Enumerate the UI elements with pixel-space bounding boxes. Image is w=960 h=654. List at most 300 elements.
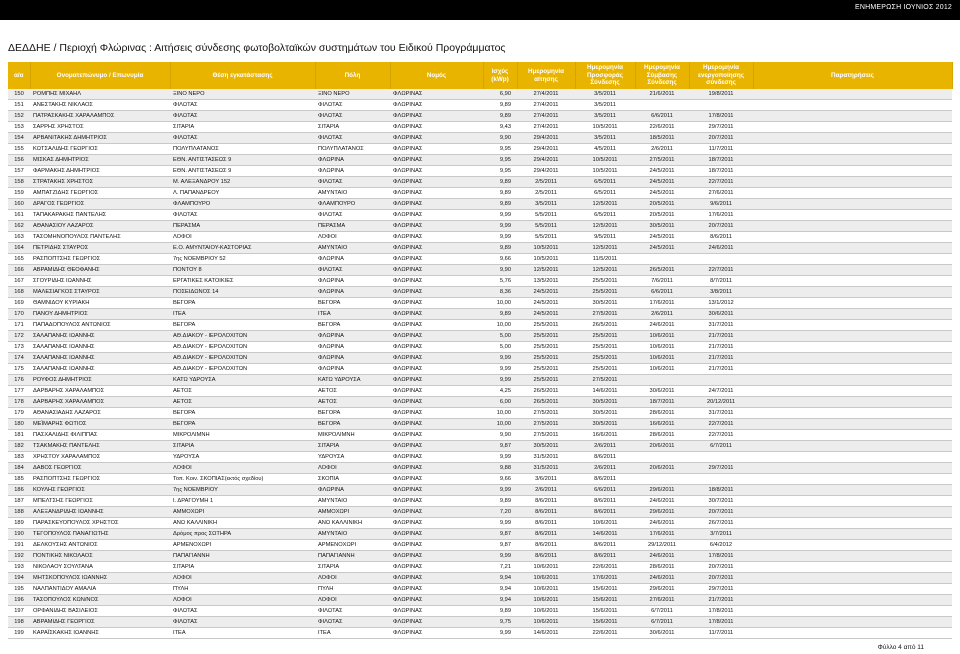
cell-power: 9,89: [483, 111, 517, 122]
cell-remarks: [753, 133, 952, 144]
cell-city: ΒΕΓΟΡΑ: [315, 419, 390, 430]
cell-location: ΑΕΤΟΣ: [170, 386, 315, 397]
cell-city: ΦΛΩΡΙΝΑ: [315, 166, 390, 177]
cell-activation-date: 18/7/2011: [689, 166, 753, 177]
cell-city: ΛΟΦΟΙ: [315, 573, 390, 584]
cell-remarks: [753, 474, 952, 485]
cell-offer-date: 12/5/2011: [575, 221, 635, 232]
applications-table: [8, 62, 953, 639]
cell-aa: 177: [8, 386, 30, 397]
cell-power: 9,87: [483, 540, 517, 551]
cell-prefecture: ΦΛΩΡΙΝΑΣ: [390, 122, 483, 133]
cell-city: ΦΙΛΩΤΑΣ: [315, 606, 390, 617]
table-row: [8, 177, 952, 188]
cell-location: ΕΘΝ. ΑΝΤΙΣΤΑΣΕΩΣ 9: [170, 155, 315, 166]
cell-prefecture: ΦΛΩΡΙΝΑΣ: [390, 551, 483, 562]
cell-city: ΞΙΝΟ ΝΕΡΟ: [315, 89, 390, 100]
cell-prefecture: ΦΛΩΡΙΝΑΣ: [390, 375, 483, 386]
cell-activation-date: 21/7/2011: [689, 595, 753, 606]
cell-application-date: 30/5/2011: [517, 441, 575, 452]
cell-name: ΤΑΣΟΠΟΥΛΟΣ ΚΩΝ/ΝΟΣ: [30, 595, 170, 606]
cell-city: ΑΜΥΝΤΑΙΟ: [315, 188, 390, 199]
cell-activation-date: 8/6/2011: [689, 232, 753, 243]
cell-city: ΙΤΕΑ: [315, 309, 390, 320]
cell-city: ΑΝΩ ΚΑΛΛΙΝΙΚΗ: [315, 518, 390, 529]
cell-contract-date: 2/6/2011: [635, 144, 689, 155]
cell-application-date: 5/5/2011: [517, 221, 575, 232]
cell-aa: 161: [8, 210, 30, 221]
cell-offer-date: 15/6/2011: [575, 584, 635, 595]
cell-offer-date: 12/5/2011: [575, 265, 635, 276]
cell-aa: 167: [8, 276, 30, 287]
cell-remarks: [753, 188, 952, 199]
cell-power: 4,25: [483, 386, 517, 397]
cell-prefecture: ΦΛΩΡΙΝΑΣ: [390, 386, 483, 397]
cell-location: ΠΕΡΑΣΜΑ: [170, 221, 315, 232]
cell-location: ΠΟΛΥΠΛΑΤΑΝΟΣ: [170, 144, 315, 155]
table-row: [8, 540, 952, 551]
cell-power: 10,00: [483, 298, 517, 309]
cell-offer-date: 6/5/2011: [575, 210, 635, 221]
cell-name: ΤΕΓΟΠΟΥΛΟΣ ΠΑΝΑΓΙΩΤΗΣ: [30, 529, 170, 540]
cell-power: 9,94: [483, 573, 517, 584]
cell-activation-date: [689, 452, 753, 463]
cell-city: ΦΛΩΡΙΝΑ: [315, 155, 390, 166]
cell-power: 9,89: [483, 243, 517, 254]
cell-location: Ε.Ο. ΑΜΥΝΤΑΙΟΥ-ΚΑΣΤΟΡΙΑΣ: [170, 243, 315, 254]
cell-offer-date: 15/6/2011: [575, 617, 635, 628]
table-row: [8, 276, 952, 287]
cell-activation-date: 31/7/2011: [689, 320, 753, 331]
cell-application-date: 10/5/2011: [517, 254, 575, 265]
cell-aa: 198: [8, 617, 30, 628]
cell-contract-date: 6/6/2011: [635, 287, 689, 298]
cell-aa: 171: [8, 320, 30, 331]
cell-prefecture: ΦΛΩΡΙΝΑΣ: [390, 606, 483, 617]
cell-city: ΦΙΛΩΤΑΣ: [315, 133, 390, 144]
cell-aa: 184: [8, 463, 30, 474]
cell-application-date: 8/6/2011: [517, 518, 575, 529]
cell-aa: 157: [8, 166, 30, 177]
cell-contract-date: 20/5/2011: [635, 199, 689, 210]
cell-power: 9,94: [483, 595, 517, 606]
cell-city: ΣΙΤΑΡΙΑ: [315, 441, 390, 452]
cell-contract-date: 24/6/2011: [635, 573, 689, 584]
cell-remarks: [753, 463, 952, 474]
cell-name: ΟΡΦΑΝΙΔΗΣ ΒΑΣΙΛΕΙΟΣ: [30, 606, 170, 617]
cell-activation-date: [689, 100, 753, 111]
cell-remarks: [753, 430, 952, 441]
cell-name: ΝΙΚΟΛΑΟΥ ΣΟΥΛΤΑΝΑ: [30, 562, 170, 573]
cell-prefecture: ΦΛΩΡΙΝΑΣ: [390, 463, 483, 474]
cell-power: 9,89: [483, 496, 517, 507]
cell-location: ΦΛΑΜΠΟΥΡΟ: [170, 199, 315, 210]
cell-aa: 151: [8, 100, 30, 111]
cell-name: ΑΛΕΞΑΝΔΡΙΔΗΣ ΙΩΑΝΝΗΣ: [30, 507, 170, 518]
cell-prefecture: ΦΛΩΡΙΝΑΣ: [390, 408, 483, 419]
cell-remarks: [753, 529, 952, 540]
cell-location: ΑΘ.ΔΙΑΚΟΥ - ΙΕΡΟΛΟΧΙΤΩΝ: [170, 331, 315, 342]
table-row: [8, 210, 952, 221]
cell-offer-date: 8/6/2011: [575, 540, 635, 551]
cell-offer-date: 11/5/2011: [575, 254, 635, 265]
table-row: [8, 606, 952, 617]
cell-contract-date: 29/6/2011: [635, 584, 689, 595]
cell-remarks: [753, 210, 952, 221]
table-row: [8, 474, 952, 485]
cell-contract-date: 24/6/2011: [635, 551, 689, 562]
cell-aa: 197: [8, 606, 30, 617]
cell-prefecture: ΦΛΩΡΙΝΑΣ: [390, 177, 483, 188]
cell-location: ΠΥΛΗ: [170, 584, 315, 595]
cell-remarks: [753, 485, 952, 496]
cell-aa: 160: [8, 199, 30, 210]
table-row: [8, 331, 952, 342]
cell-location: ΑΘ.ΔΙΑΚΟΥ - ΙΕΡΟΛΟΧΙΤΩΝ: [170, 353, 315, 364]
cell-activation-date: 20/12/2011: [689, 397, 753, 408]
cell-contract-date: 6/6/2011: [635, 111, 689, 122]
table-row: [8, 617, 952, 628]
cell-offer-date: 4/5/2011: [575, 144, 635, 155]
cell-remarks: [753, 507, 952, 518]
cell-remarks: [753, 397, 952, 408]
cell-power: 9,88: [483, 463, 517, 474]
cell-offer-date: 22/6/2011: [575, 628, 635, 639]
cell-application-date: 26/5/2011: [517, 386, 575, 397]
cell-name: ΚΑΡΑΪΣΚΑΚΗΣ ΙΩΑΝΝΗΣ: [30, 628, 170, 639]
cell-activation-date: 20/7/2011: [689, 573, 753, 584]
cell-aa: 150: [8, 89, 30, 100]
cell-remarks: [753, 496, 952, 507]
cell-activation-date: 21/7/2011: [689, 331, 753, 342]
cell-prefecture: ΦΛΩΡΙΝΑΣ: [390, 243, 483, 254]
cell-application-date: 14/6/2011: [517, 628, 575, 639]
cell-power: 9,99: [483, 551, 517, 562]
cell-name: ΣΑΡΡΗΣ ΧΡΗΣΤΟΣ: [30, 122, 170, 133]
cell-prefecture: ΦΛΩΡΙΝΑΣ: [390, 221, 483, 232]
table-row: [8, 221, 952, 232]
cell-remarks: [753, 144, 952, 155]
cell-name: ΡΑΣΠΟΠΤΣΗΣ ΓΕΩΡΓΙΟΣ: [30, 254, 170, 265]
cell-prefecture: ΦΛΩΡΙΝΑΣ: [390, 573, 483, 584]
table-row: [8, 188, 952, 199]
cell-power: 9,90: [483, 265, 517, 276]
header-col-aa: α/α: [8, 62, 30, 89]
table-row: [8, 452, 952, 463]
cell-city: ΦΛΩΡΙΝΑ: [315, 254, 390, 265]
cell-offer-date: 30/5/2011: [575, 408, 635, 419]
cell-remarks: [753, 375, 952, 386]
cell-application-date: 27/4/2011: [517, 100, 575, 111]
cell-remarks: [753, 408, 952, 419]
cell-offer-date: 10/6/2011: [575, 518, 635, 529]
cell-activation-date: 19/8/2011: [689, 89, 753, 100]
cell-application-date: 25/5/2011: [517, 375, 575, 386]
cell-power: 9,99: [483, 210, 517, 221]
table-row: [8, 342, 952, 353]
cell-contract-date: 6/7/2011: [635, 606, 689, 617]
cell-activation-date: 24/7/2011: [689, 386, 753, 397]
cell-prefecture: ΦΛΩΡΙΝΑΣ: [390, 584, 483, 595]
cell-power: 9,99: [483, 452, 517, 463]
cell-location: Ι. ΔΡΑΓΟΥΜΗ 1: [170, 496, 315, 507]
cell-power: 10,00: [483, 320, 517, 331]
cell-city: ΣΚΟΠΙΑ: [315, 474, 390, 485]
table-row: [8, 232, 952, 243]
cell-contract-date: 18/5/2011: [635, 133, 689, 144]
cell-name: ΠΑΡΑΣΚΕΥΟΠΟΥΛΟΣ ΧΡΗΣΤΟΣ: [30, 518, 170, 529]
cell-contract-date: 21/6/2011: [635, 89, 689, 100]
cell-location: ΚΑΤΩ ΥΔΡΟΥΣΑ: [170, 375, 315, 386]
cell-offer-date: 14/6/2011: [575, 386, 635, 397]
cell-contract-date: 24/5/2011: [635, 243, 689, 254]
cell-offer-date: 12/5/2011: [575, 199, 635, 210]
cell-remarks: [753, 606, 952, 617]
header-col-location: Θέση εγκατάστασης: [170, 62, 315, 89]
cell-contract-date: 29/12/2011: [635, 540, 689, 551]
cell-offer-date: 25/5/2011: [575, 364, 635, 375]
table-row: [8, 595, 952, 606]
cell-name: ΠΟΝΤΙΚΗΣ ΝΙΚΟΛΑΟΣ: [30, 551, 170, 562]
cell-location: ΛΟΦΟΙ: [170, 573, 315, 584]
cell-name: ΑΒΡΑΜΙΔΗΣ ΓΕΩΡΓΙΟΣ: [30, 617, 170, 628]
cell-aa: 187: [8, 496, 30, 507]
cell-application-date: 27/5/2011: [517, 419, 575, 430]
cell-name: ΜΑΛΕΣΙΑΓΚΟΣ ΣΤΑΥΡΟΣ: [30, 287, 170, 298]
cell-activation-date: [689, 375, 753, 386]
cell-activation-date: 26/7/2011: [689, 518, 753, 529]
cell-location: Δρόμος προς ΣΩΤΗΡΑ: [170, 529, 315, 540]
cell-application-date: 2/5/2011: [517, 188, 575, 199]
cell-offer-date: 8/6/2011: [575, 474, 635, 485]
cell-remarks: [753, 199, 952, 210]
cell-location: ΑΘ.ΔΙΑΚΟΥ - ΙΕΡΟΛΟΧΙΤΩΝ: [170, 342, 315, 353]
cell-application-date: 29/4/2011: [517, 144, 575, 155]
cell-prefecture: ΦΛΩΡΙΝΑΣ: [390, 276, 483, 287]
cell-offer-date: 8/6/2011: [575, 551, 635, 562]
cell-activation-date: 17/8/2011: [689, 617, 753, 628]
table-row: [8, 155, 952, 166]
cell-activation-date: 20/7/2011: [689, 221, 753, 232]
cell-offer-date: 25/5/2011: [575, 353, 635, 364]
cell-contract-date: 27/5/2011: [635, 155, 689, 166]
cell-activation-date: 21/7/2011: [689, 364, 753, 375]
cell-location: Μ. ΑΛΕΞΑΝΔΡΟΥ 152: [170, 177, 315, 188]
cell-power: 10,00: [483, 408, 517, 419]
cell-prefecture: ΦΛΩΡΙΝΑΣ: [390, 265, 483, 276]
cell-power: 9,89: [483, 309, 517, 320]
cell-power: 9,89: [483, 100, 517, 111]
cell-offer-date: 25/5/2011: [575, 276, 635, 287]
cell-contract-date: 30/6/2011: [635, 628, 689, 639]
cell-application-date: 10/5/2011: [517, 243, 575, 254]
cell-location: ΦΙΛΩΤΑΣ: [170, 111, 315, 122]
cell-contract-date: [635, 100, 689, 111]
cell-application-date: 29/4/2011: [517, 166, 575, 177]
cell-activation-date: 29/7/2011: [689, 463, 753, 474]
cell-remarks: [753, 155, 952, 166]
cell-city: ΑΡΜΕΝΟΧΩΡΙ: [315, 540, 390, 551]
cell-aa: 154: [8, 133, 30, 144]
cell-offer-date: 30/5/2011: [575, 298, 635, 309]
cell-activation-date: 18/7/2011: [689, 155, 753, 166]
cell-activation-date: 11/7/2011: [689, 628, 753, 639]
cell-city: ΑΜΜΟΧΩΡΙ: [315, 507, 390, 518]
cell-contract-date: [635, 474, 689, 485]
cell-power: 9,89: [483, 177, 517, 188]
cell-activation-date: 17/6/2011: [689, 210, 753, 221]
cell-aa: 166: [8, 265, 30, 276]
cell-remarks: [753, 320, 952, 331]
cell-application-date: 25/5/2011: [517, 353, 575, 364]
cell-offer-date: 17/6/2011: [575, 573, 635, 584]
cell-application-date: 24/5/2011: [517, 298, 575, 309]
cell-activation-date: [689, 254, 753, 265]
cell-offer-date: 2/6/2011: [575, 463, 635, 474]
cell-remarks: [753, 617, 952, 628]
cell-prefecture: ΦΛΩΡΙΝΑΣ: [390, 397, 483, 408]
cell-activation-date: 17/8/2011: [689, 551, 753, 562]
cell-prefecture: ΦΛΩΡΙΝΑΣ: [390, 419, 483, 430]
cell-power: 9,90: [483, 133, 517, 144]
cell-offer-date: 15/6/2011: [575, 606, 635, 617]
cell-activation-date: 27/6/2011: [689, 188, 753, 199]
cell-prefecture: ΦΛΩΡΙΝΑΣ: [390, 441, 483, 452]
cell-name: ΔΑΡΒΑΡΗΣ ΧΑΡΑΛΑΜΠΟΣ: [30, 397, 170, 408]
cell-power: 9,99: [483, 353, 517, 364]
cell-contract-date: 10/6/2011: [635, 364, 689, 375]
cell-remarks: [753, 353, 952, 364]
cell-aa: 176: [8, 375, 30, 386]
cell-application-date: 10/6/2011: [517, 562, 575, 573]
cell-name: ΜΕΪΜΑΡΗΣ ΦΩΤΙΟΣ: [30, 419, 170, 430]
cell-prefecture: ΦΛΩΡΙΝΑΣ: [390, 507, 483, 518]
cell-city: ΑΜΥΝΤΑΙΟ: [315, 529, 390, 540]
cell-power: 6,90: [483, 89, 517, 100]
cell-power: 9,90: [483, 430, 517, 441]
table-row: [8, 463, 952, 474]
cell-remarks: [753, 254, 952, 265]
cell-contract-date: 24/6/2011: [635, 320, 689, 331]
table-body: [8, 89, 952, 639]
cell-activation-date: 8/7/2011: [689, 276, 753, 287]
cell-activation-date: 22/7/2011: [689, 419, 753, 430]
table-row: [8, 430, 952, 441]
cell-aa: 153: [8, 122, 30, 133]
cell-city: ΠΥΛΗ: [315, 584, 390, 595]
cell-offer-date: 12/5/2011: [575, 243, 635, 254]
cell-offer-date: 16/6/2011: [575, 430, 635, 441]
table-row: [8, 375, 952, 386]
cell-prefecture: ΦΛΩΡΙΝΑΣ: [390, 254, 483, 265]
cell-activation-date: 20/7/2011: [689, 562, 753, 573]
cell-city: ΦΛΑΜΠΟΥΡΟ: [315, 199, 390, 210]
table-row: [8, 320, 952, 331]
table-row: [8, 419, 952, 430]
cell-offer-date: 3/5/2011: [575, 111, 635, 122]
cell-remarks: [753, 221, 952, 232]
cell-offer-date: 25/5/2011: [575, 287, 635, 298]
cell-name: ΚΟΥΛΗΣ ΓΕΩΡΓΙΟΣ: [30, 485, 170, 496]
cell-application-date: 10/6/2011: [517, 573, 575, 584]
header-col-name: Ονοματεπώνυμο / Επωνυμία: [30, 62, 170, 89]
header-col-city: Πόλη: [315, 62, 390, 89]
cell-aa: 195: [8, 584, 30, 595]
cell-city: ΒΕΓΟΡΑ: [315, 320, 390, 331]
cell-location: ΜΙΚΡΟΛΙΜΝΗ: [170, 430, 315, 441]
cell-activation-date: 3/7/2011: [689, 529, 753, 540]
cell-contract-date: 7/6/2011: [635, 276, 689, 287]
cell-location: ΒΕΓΟΡΑ: [170, 320, 315, 331]
cell-activation-date: 18/8/2011: [689, 485, 753, 496]
cell-name: ΡΟΜΠΗΣ ΜΙΧΑΗΛ: [30, 89, 170, 100]
cell-location: ΠΟΝΤΟΥ 8: [170, 265, 315, 276]
table-row: [8, 144, 952, 155]
cell-remarks: [753, 540, 952, 551]
cell-remarks: [753, 177, 952, 188]
cell-aa: 193: [8, 562, 30, 573]
cell-location: ΦΙΛΩΤΑΣ: [170, 617, 315, 628]
cell-location: ΛΟΦΟΙ: [170, 463, 315, 474]
header-col-prefecture: Νομός: [390, 62, 483, 89]
cell-offer-date: 30/5/2011: [575, 419, 635, 430]
table-row: [8, 485, 952, 496]
cell-application-date: 12/5/2011: [517, 265, 575, 276]
cell-prefecture: ΦΛΩΡΙΝΑΣ: [390, 298, 483, 309]
cell-contract-date: 29/6/2011: [635, 485, 689, 496]
cell-application-date: 31/5/2011: [517, 463, 575, 474]
cell-prefecture: ΦΛΩΡΙΝΑΣ: [390, 540, 483, 551]
table-row: [8, 386, 952, 397]
cell-power: 9,89: [483, 199, 517, 210]
cell-aa: 178: [8, 397, 30, 408]
cell-prefecture: ΦΛΩΡΙΝΑΣ: [390, 485, 483, 496]
cell-city: ΛΟΦΟΙ: [315, 595, 390, 606]
cell-offer-date: 26/5/2011: [575, 320, 635, 331]
cell-application-date: 10/6/2011: [517, 617, 575, 628]
cell-aa: 174: [8, 353, 30, 364]
cell-location: ΠΟΣΕΙΔΩΝΟΣ 14: [170, 287, 315, 298]
cell-city: ΦΙΛΩΤΑΣ: [315, 617, 390, 628]
cell-name: ΣΑΛΑΠΑΝΗΣ ΙΩΑΝΝΗΣ: [30, 364, 170, 375]
cell-activation-date: 22/7/2011: [689, 177, 753, 188]
cell-application-date: 27/4/2011: [517, 111, 575, 122]
cell-power: 9,95: [483, 144, 517, 155]
cell-activation-date: 20/7/2011: [689, 507, 753, 518]
cell-contract-date: 6/7/2011: [635, 617, 689, 628]
cell-city: ΠΟΛΥΠΛΑΤΑΝΟΣ: [315, 144, 390, 155]
table-row: [8, 166, 952, 177]
cell-name: ΣΤΡΑΤΑΚΗΣ ΧΡΗΣΤΟΣ: [30, 177, 170, 188]
cell-contract-date: 10/6/2011: [635, 331, 689, 342]
cell-contract-date: 20/6/2011: [635, 463, 689, 474]
cell-city: ΦΙΛΩΤΑΣ: [315, 265, 390, 276]
cell-aa: 179: [8, 408, 30, 419]
cell-aa: 185: [8, 474, 30, 485]
cell-prefecture: ΦΛΩΡΙΝΑΣ: [390, 210, 483, 221]
cell-location: ΛΟΦΟΙ: [170, 232, 315, 243]
cell-location: 7ης ΝΟΕΜΒΡΙΟΥ: [170, 485, 315, 496]
top-banner: [0, 0, 960, 20]
cell-remarks: [753, 243, 952, 254]
document-title: ΔΕΔΔΗΕ / Περιοχή Φλώρινας : Αιτήσεις σύνδεσης φωτοβολταϊκών συστημάτων του Ειδικού Προγράμματος: [8, 42, 506, 54]
cell-offer-date: 30/5/2011: [575, 397, 635, 408]
cell-prefecture: ΦΛΩΡΙΝΑΣ: [390, 331, 483, 342]
cell-application-date: 8/6/2011: [517, 496, 575, 507]
cell-activation-date: 11/7/2011: [689, 144, 753, 155]
cell-application-date: 10/6/2011: [517, 606, 575, 617]
cell-prefecture: ΦΛΩΡΙΝΑΣ: [390, 518, 483, 529]
